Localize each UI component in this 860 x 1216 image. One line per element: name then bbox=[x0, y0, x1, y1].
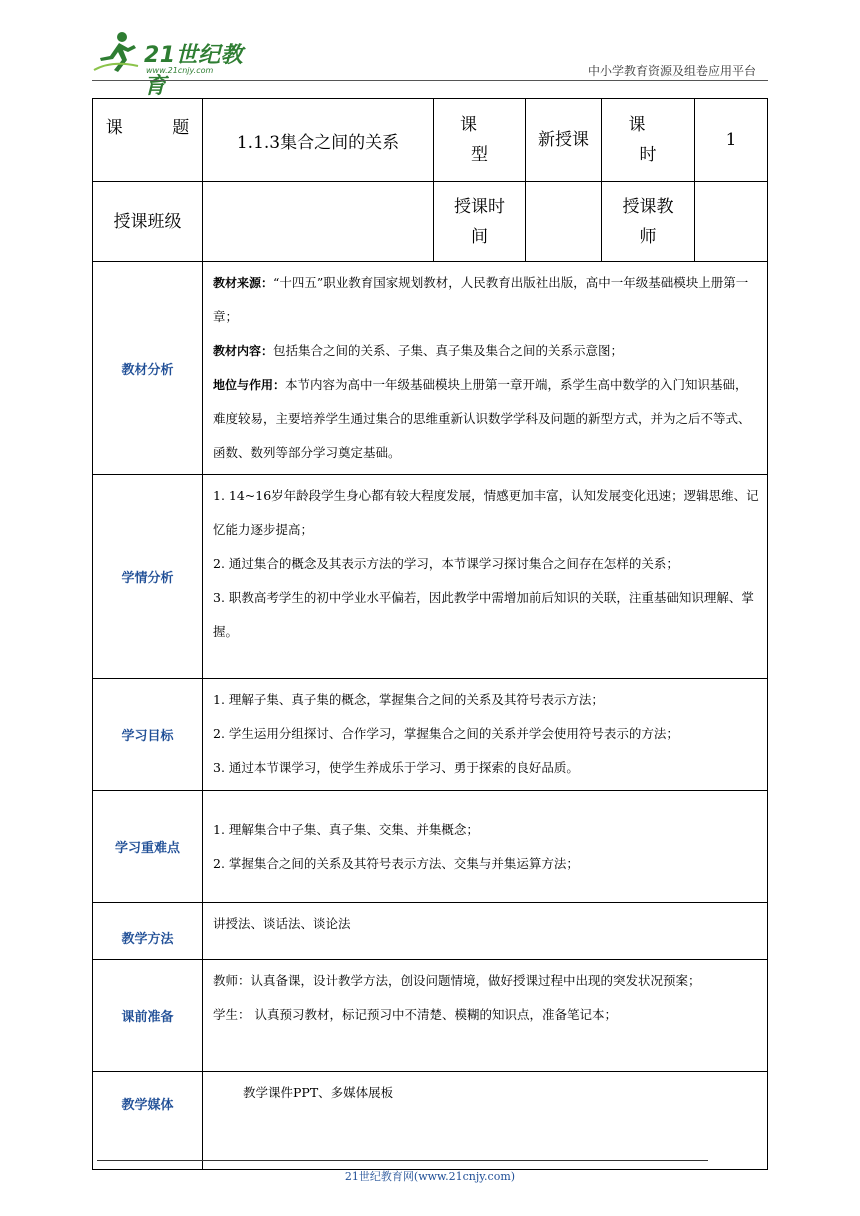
textbook-row bbox=[93, 262, 768, 475]
source-label: 教材来源： bbox=[213, 276, 274, 290]
media-content bbox=[203, 1072, 768, 1170]
media-label: 教学媒体 bbox=[93, 1072, 203, 1170]
platform-slogan: 中小学教育资源及组卷应用平台 bbox=[587, 64, 756, 78]
role-label: 地位与作用： bbox=[213, 378, 286, 392]
goals-item: 1. 理解子集、真子集的概念，掌握集合之间的关系及其符号表示方法； bbox=[213, 692, 604, 707]
goals-item: 3. 通过本节课学习，使学生养成乐于学习、勇于探索的良好品质。 bbox=[213, 760, 579, 775]
topic-value: 1.1.3集合之间的关系 bbox=[203, 99, 434, 182]
site-logo[interactable] bbox=[92, 30, 262, 99]
students-label: 学情分析 bbox=[93, 475, 203, 679]
prep-label: 课前准备 bbox=[93, 960, 203, 1072]
lesson-plan-table bbox=[92, 98, 768, 1170]
content-text: 包括集合之间的关系、子集、真子集及集合之间的关系示意图； bbox=[273, 343, 624, 358]
goals-row bbox=[93, 679, 768, 791]
textbook-label: 教材分析 bbox=[93, 262, 203, 475]
textbook-content bbox=[203, 262, 768, 475]
keypoints-row bbox=[93, 791, 768, 903]
type-value: 新授课 bbox=[526, 99, 602, 182]
logo-text: 21世纪教育 bbox=[144, 43, 244, 99]
page-header bbox=[92, 30, 768, 99]
goals-item: 2. 学生运用分组探讨、合作学习，掌握集合之间的关系并学会使用符号表示的方法； bbox=[213, 726, 679, 741]
keypoints-item: 1. 理解集合中子集、真子集、交集、并集概念； bbox=[213, 821, 479, 837]
students-item: 1. 14~16岁年龄段学生身心都有较大程度发展，情感更加丰富，认知发展变化迅速；逻辑思维、记忆能力逐步提高； bbox=[213, 488, 759, 537]
teacher-label: 授课教师 bbox=[602, 182, 695, 262]
media-text: 教学课件PPT、多媒体展板 bbox=[243, 1085, 394, 1100]
topic-label: 课 题 bbox=[93, 99, 203, 182]
prep-teacher: 教师：认真备课，设计教学方法，创设问题情境，做好授课过程中出现的突发状况预案； bbox=[213, 973, 701, 988]
type-label: 课 型 bbox=[434, 99, 526, 182]
prep-row bbox=[93, 960, 768, 1072]
methods-content bbox=[203, 903, 768, 960]
goals-content bbox=[203, 679, 768, 791]
header-divider bbox=[92, 80, 768, 81]
students-row bbox=[93, 475, 768, 679]
students-content bbox=[203, 475, 768, 679]
methods-row bbox=[93, 903, 768, 960]
logo-url: www.21cnjy.com bbox=[146, 66, 214, 75]
topic-row bbox=[93, 99, 768, 182]
class-label: 授课班级 bbox=[93, 182, 203, 262]
footer-link[interactable]: 21世纪教育网(www.21cnjy.com) bbox=[344, 1170, 516, 1183]
class-row bbox=[93, 182, 768, 262]
role-text: 本节内容为高中一年级基础模块上册第一章开端，系学生高中数学的入门知识基础，难度较易，主要培养学生通过集合的思维重新认识数学学科及问题的新型方式，并为之后不等式、函数、数列等部分学习奠定基础。 bbox=[213, 377, 751, 460]
footer-divider bbox=[97, 1160, 708, 1161]
hours-label: 课 时 bbox=[602, 99, 695, 182]
time-label: 授课时间 bbox=[434, 182, 526, 262]
content-label: 教材内容： bbox=[213, 344, 274, 358]
time-value bbox=[526, 182, 602, 262]
hours-value: 1 bbox=[695, 99, 768, 182]
teacher-value bbox=[695, 182, 768, 262]
keypoints-item: 2. 掌握集合之间的关系及其符号表示方法、交集与并集运算方法； bbox=[213, 855, 579, 871]
class-value bbox=[203, 182, 434, 262]
media-row bbox=[93, 1072, 768, 1170]
keypoints-content bbox=[203, 791, 768, 903]
methods-label: 教学方法 bbox=[93, 903, 203, 960]
methods-text: 讲授法、谈话法、谈论法 bbox=[213, 916, 351, 931]
prep-content bbox=[203, 960, 768, 1072]
goals-label: 学习目标 bbox=[93, 679, 203, 791]
source-text: “十四五”职业教育国家规划教材，人民教育出版社出版，高中一年级基础模块上册第一章； bbox=[213, 275, 749, 324]
students-item: 2. 通过集合的概念及其表示方法的学习，本节课学习探讨集合之间存在怎样的关系； bbox=[213, 556, 679, 571]
runner-logo-icon bbox=[92, 30, 142, 76]
students-item: 3. 职教高考学生的初中学业水平偏若，因此教学中需增加前后知识的关联，注重基础知识理解、掌握。 bbox=[213, 590, 754, 639]
prep-student: 学生： 认真预习教材，标记预习中不清楚、模糊的知识点，准备笔记本； bbox=[213, 1007, 617, 1022]
keypoints-label: 学习重难点 bbox=[93, 791, 203, 903]
